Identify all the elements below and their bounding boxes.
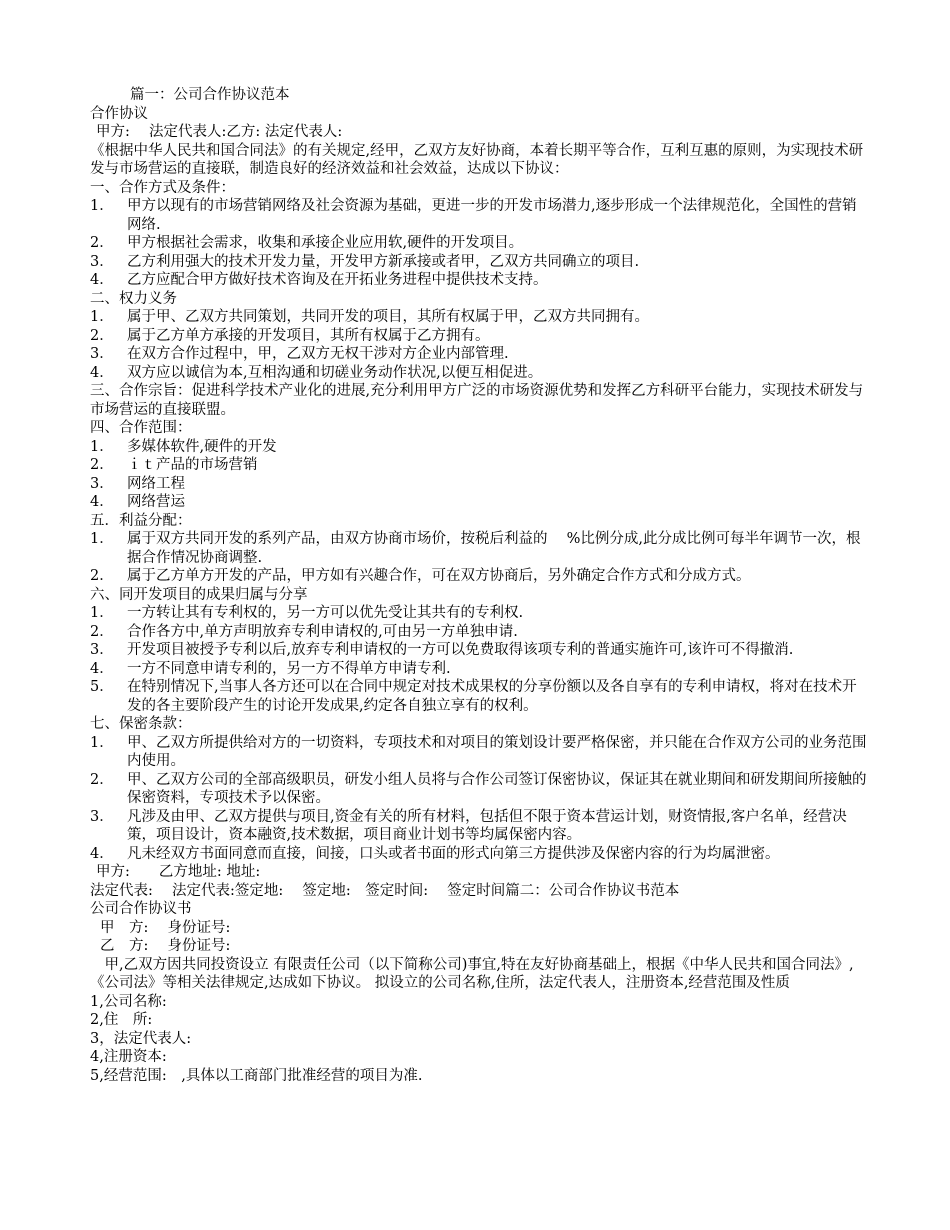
list-item-text: 一方转让其有专利权的，另一方可以优先受让其共有的专利权. [127, 605, 524, 621]
text-line: 四、合作范围： [90, 420, 192, 436]
party-line: 乙 方: 身份证号: [100, 938, 231, 954]
list-item-text: 开发项目被授予专利以后,放弃专利申请权的一方可以免费取得该项专利的普通实施许可,该许可不得撤消. [127, 642, 794, 658]
list-item-number: 2． [90, 327, 114, 344]
list-item-text: 在双方合作过程中，甲，乙双方无权干涉对方企业内部管理. [127, 346, 509, 362]
list-item-number: 1． [90, 309, 114, 325]
text-line: 五．利益分配： [90, 512, 192, 529]
list-item [90, 493, 870, 512]
list-item [90, 327, 870, 346]
list-item-number: 1． [90, 438, 114, 455]
list-item-text: ｉｔ产品的市场营销 [127, 457, 258, 473]
list-item [90, 771, 870, 808]
list-item-number: 1． [90, 734, 114, 751]
list-item-number: 1． [90, 605, 114, 621]
list-item [90, 530, 870, 567]
list-item [90, 678, 870, 715]
list-item-number: 3． [90, 346, 114, 362]
list-item-number: 2． [90, 623, 114, 640]
list-item-number: 5． [90, 679, 114, 695]
list-item-text: 乙方利用强大的技术开发力量，开发甲方新承接或者甲，乙双方共同确立的项目. [127, 253, 640, 270]
list-item [90, 271, 870, 290]
list-item-text: 网络工程 [127, 475, 185, 492]
text-line: 六、同开发项目的成果归属与分享 [90, 586, 308, 603]
document-title: 篇一：公司合作协议范本 [130, 87, 290, 103]
list-item-text: 多媒体软件,硬件的开发 [127, 438, 277, 455]
list-item-number: 3． [90, 642, 114, 658]
list-item-number: 4． [90, 364, 114, 381]
list-item-text: 一方不同意申请专利的，另一方不得单方申请专利. [127, 660, 451, 677]
party-line: 甲方: 乙方地址: 地址: [96, 864, 261, 880]
list-item-number: 2． [90, 771, 114, 788]
list-item-number: 4． [90, 845, 114, 862]
text-line: 法定代表: 法定代表:签定地: 签定地: 签定时间: 签定时间篇二：公司合作协议书范本 [90, 882, 680, 899]
text-line: 5,经营范围: ,具体以工商部门批准经营的项目为准. [90, 1067, 423, 1084]
list-item-text: 属于双方共同开发的系列产品，由双方协商市场价，按税后利益的 %比例分成,此分成比例可每半年调节一次，根据合作情况协商调整. [127, 531, 861, 566]
list-item-text: 属于乙方单方承接的开发项目，其所有权属于乙方拥有。 [127, 327, 490, 344]
text-line: 4,注册资本: [90, 1049, 167, 1065]
list-item-text: 甲、乙双方公司的全部高级职员，研发小组人员将与合作公司签订保密协议，保证其在就业期间和研发期间所接触的保密资料，专项技术予以保密。 [127, 771, 867, 806]
text-line: 2,住 所: [90, 1012, 153, 1028]
list-item-number: 1． [90, 531, 114, 547]
text-line: 3，法定代表人: [90, 1030, 192, 1047]
list-item [90, 734, 870, 771]
list-item-number: 2． [90, 457, 114, 473]
document-body [90, 86, 870, 1085]
text-line: 公司合作协议书 [90, 901, 192, 917]
list-item-text: 凡涉及由甲、乙双方提供与项目,资金有关的所有材料，包括但不限于资本营运计划，财资情报,客户名单，经营决策，项目设计，资本融资,技术数据，项目商业计划书等均属保密内容。 [127, 808, 847, 843]
list-item [90, 808, 870, 845]
list-item-number: 4． [90, 494, 114, 510]
list-item [90, 253, 870, 272]
list-item [90, 345, 870, 364]
list-item-text: 属于乙方单方开发的产品，甲方如有兴趣合作，可在双方协商后，另外确定合作方式和分成方式。 [127, 568, 751, 584]
list-item-number: 2． [90, 568, 114, 584]
list-item [90, 456, 870, 475]
list-item-number: 3． [90, 808, 114, 825]
list-item [90, 567, 870, 586]
party-line: 甲 方: 身份证号: [100, 919, 231, 936]
text-line: 1,公司名称: [90, 993, 167, 1010]
text-line: 一、合作方式及条件： [90, 179, 235, 196]
list-item-text: 甲、乙双方所提供给对方的一切资料，专项技术和对项目的策划设计要严格保密，并只能在合作双方公司的业务范围内使用。 [127, 734, 867, 769]
list-item [90, 660, 870, 679]
list-item-text: 在特别情况下,当事人各方还可以在合同中规定对技术成果权的分享份额以及各自享有的专利申请权，将对在技术开发的各主要阶段产生的讨论开发成果,约定各自独立享有的权利。 [127, 679, 857, 714]
list-item-number: 3． [90, 253, 114, 270]
list-item-text: 甲方以现有的市场营销网络及社会资源为基础，更进一步的开发市场潜力,逐步形成一个法律规范化，全国性的营销网络. [127, 198, 857, 233]
list-item [90, 234, 870, 253]
list-item-number: 2． [90, 235, 114, 251]
list-item [90, 438, 870, 457]
paragraph: 《根据中华人民共和国合同法》的有关规定,经甲，乙双方友好协商，本着长期平等合作，互利互惠的原则，为实现技术研发与市场营运的直接联，制造良好的经济效益和社会效益，达成以下协议： [90, 142, 864, 177]
list-item-text: 乙方应配合甲方做好技术咨询及在开拓业务进程中提供技术支持。 [127, 272, 548, 288]
list-item [90, 197, 870, 234]
list-item [90, 641, 870, 660]
paragraph: 甲,乙双方因共同投资设立 有限责任公司（以下简称公司)事宜,特在友好协商基础上，根据《中华人民共和国合同法》,《公司法》等相关法律规定,达成如下协议。 拟设立的公司名称,住所，法定代表人，注册资本,经营范围及性质 [90, 956, 854, 991]
list-item [90, 475, 870, 494]
list-item-number: 4． [90, 660, 114, 677]
list-item [90, 364, 870, 383]
list-item-number: 4． [90, 272, 114, 288]
party-line: 甲方: 法定代表人:乙方: 法定代表人: [96, 124, 343, 140]
list-item [90, 845, 870, 864]
list-item-text: 凡未经双方书面同意而直接，间接，口头或者书面的形式向第三方提供涉及保密内容的行为均属泄密。 [127, 845, 780, 862]
list-item-number: 3． [90, 475, 114, 492]
list-item-text: 甲方根据社会需求，收集和承接企业应用软,硬件的开发项目。 [127, 235, 524, 251]
text-line: 七、保密条款： [90, 716, 192, 732]
list-item [90, 623, 870, 642]
list-item-text: 合作各方中,单方声明放弃专利申请权的,可由另一方单独申请. [127, 623, 518, 640]
list-item [90, 308, 870, 327]
text-line: 二、权力义务 [90, 290, 177, 307]
paragraph: 三、合作宗旨：促进科学技术产业化的进展,充分利用甲方广泛的市场资源优势和发挥乙方科研平台能力，实现技术研发与市场营运的直接联盟。 [90, 383, 864, 418]
list-item-text: 属于甲、乙双方共同策划，共同开发的项目，其所有权属于甲，乙双方共同拥有。 [127, 309, 649, 325]
list-item-text: 双方应以诚信为本,互相沟通和切磋业务动作状况,以便互相促进。 [127, 364, 543, 381]
text-line: 合作协议 [90, 105, 148, 122]
list-item [90, 604, 870, 623]
list-item-text: 网络营运 [127, 494, 185, 510]
list-item-number: 1． [90, 198, 114, 214]
